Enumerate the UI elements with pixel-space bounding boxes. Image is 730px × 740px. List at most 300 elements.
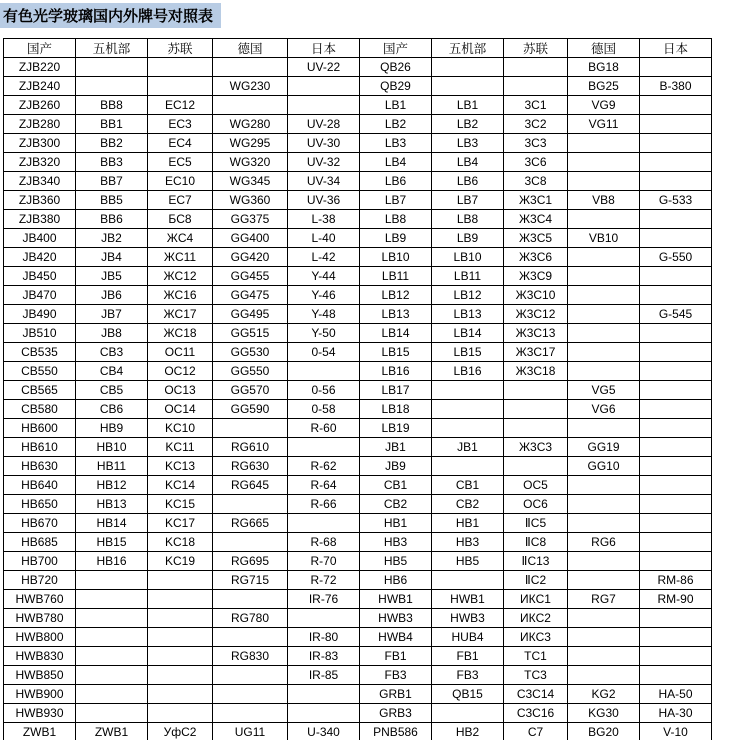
table-cell — [288, 514, 360, 533]
table-row — [4, 400, 712, 419]
table-cell: FB1 — [432, 647, 504, 666]
table-cell — [213, 58, 288, 77]
table-cell: БC8 — [148, 210, 213, 229]
table-cell: JB7 — [76, 305, 148, 324]
table-cell — [568, 552, 640, 571]
table-cell: QB26 — [360, 58, 432, 77]
table-cell — [568, 248, 640, 267]
table-cell — [288, 685, 360, 704]
table-cell: QB15 — [432, 685, 504, 704]
table-cell: KG30 — [568, 704, 640, 723]
table-cell: ZJB240 — [4, 77, 76, 96]
table-cell — [213, 533, 288, 552]
table-cell: LB7 — [432, 191, 504, 210]
table-cell: CB6 — [76, 400, 148, 419]
table-cell: OC11 — [148, 343, 213, 362]
table-cell: IR-83 — [288, 647, 360, 666]
table-cell: RG7 — [568, 590, 640, 609]
column-header: 五机部 — [432, 39, 504, 58]
table-cell: RG6 — [568, 533, 640, 552]
table-cell: Ж3C6 — [504, 248, 568, 267]
table-cell: RG695 — [213, 552, 288, 571]
table-cell: R-60 — [288, 419, 360, 438]
table-row — [4, 172, 712, 191]
table-cell — [568, 609, 640, 628]
table-cell: KC14 — [148, 476, 213, 495]
table-cell: LB9 — [432, 229, 504, 248]
table-cell: HA-30 — [640, 704, 712, 723]
table-cell: HWB3 — [432, 609, 504, 628]
table-cell: CB2 — [432, 495, 504, 514]
table-cell — [640, 229, 712, 248]
table-cell: LB14 — [360, 324, 432, 343]
table-cell — [288, 609, 360, 628]
table-cell — [640, 647, 712, 666]
table-cell: GG550 — [213, 362, 288, 381]
table-body — [4, 39, 712, 740]
table-cell — [432, 400, 504, 419]
table-cell: BG20 — [568, 723, 640, 740]
table-cell: LB4 — [360, 153, 432, 172]
table-cell: IR-76 — [288, 590, 360, 609]
table-cell: U-340 — [288, 723, 360, 740]
table-cell: OC14 — [148, 400, 213, 419]
table-cell: EC7 — [148, 191, 213, 210]
table-cell: EC10 — [148, 172, 213, 191]
table-cell: JB490 — [4, 305, 76, 324]
table-cell — [640, 267, 712, 286]
table-cell — [640, 476, 712, 495]
table-row — [4, 153, 712, 172]
table-cell — [213, 628, 288, 647]
table-cell: ⅡC2 — [504, 571, 568, 590]
table-cell — [213, 590, 288, 609]
table-cell — [148, 647, 213, 666]
table-cell: R-66 — [288, 495, 360, 514]
table-cell: Ж3C10 — [504, 286, 568, 305]
table-cell: IR-85 — [288, 666, 360, 685]
table-row — [4, 438, 712, 457]
table-cell: HWB900 — [4, 685, 76, 704]
table-cell: HB720 — [4, 571, 76, 590]
table-cell: LB1 — [432, 96, 504, 115]
table-cell: JB9 — [360, 457, 432, 476]
table-cell — [288, 704, 360, 723]
table-cell: WG280 — [213, 115, 288, 134]
table-cell: HB11 — [76, 457, 148, 476]
table-cell — [568, 476, 640, 495]
table-cell: 0-58 — [288, 400, 360, 419]
table-row — [4, 647, 712, 666]
table-row — [4, 704, 712, 723]
table-cell: HWB850 — [4, 666, 76, 685]
table-cell — [148, 609, 213, 628]
table-cell — [568, 343, 640, 362]
table-cell: Ж3C9 — [504, 267, 568, 286]
table-cell: HWB3 — [360, 609, 432, 628]
table-cell: GG515 — [213, 324, 288, 343]
table-cell: ЖC16 — [148, 286, 213, 305]
table-cell — [148, 58, 213, 77]
table-cell — [504, 419, 568, 438]
table-cell: LB4 — [432, 153, 504, 172]
table-cell: KG2 — [568, 685, 640, 704]
table-cell: R-64 — [288, 476, 360, 495]
table-cell — [568, 628, 640, 647]
table-cell: ⅡC5 — [504, 514, 568, 533]
table-cell: ⅡC8 — [504, 533, 568, 552]
table-cell: GG19 — [568, 438, 640, 457]
table-cell: Ж3C5 — [504, 229, 568, 248]
table-cell: ZJB360 — [4, 191, 76, 210]
table-cell — [568, 286, 640, 305]
table-row — [4, 362, 712, 381]
table-cell: C3C16 — [504, 704, 568, 723]
column-header: 五机部 — [76, 39, 148, 58]
table-cell: Y-46 — [288, 286, 360, 305]
table-cell: HB600 — [4, 419, 76, 438]
table-cell: HB10 — [76, 438, 148, 457]
table-cell — [640, 609, 712, 628]
table-cell: CB5 — [76, 381, 148, 400]
table-cell: BB2 — [76, 134, 148, 153]
table-cell: FB3 — [360, 666, 432, 685]
table-cell: LB8 — [432, 210, 504, 229]
table-cell: QB29 — [360, 77, 432, 96]
table-cell — [148, 590, 213, 609]
table-cell: LB12 — [432, 286, 504, 305]
table-cell: HB13 — [76, 495, 148, 514]
table-row — [4, 571, 712, 590]
table-cell — [568, 134, 640, 153]
table-cell: JB1 — [360, 438, 432, 457]
table-cell — [640, 210, 712, 229]
table-cell — [568, 267, 640, 286]
table-cell: C7 — [504, 723, 568, 740]
table-cell — [568, 647, 640, 666]
table-cell: HB700 — [4, 552, 76, 571]
table-cell: ZWB1 — [4, 723, 76, 740]
table-cell — [76, 571, 148, 590]
table-cell: GRB3 — [360, 704, 432, 723]
table-cell: LB15 — [432, 343, 504, 362]
table-cell — [213, 419, 288, 438]
table-cell: LB17 — [360, 381, 432, 400]
table-cell: PNB586 — [360, 723, 432, 740]
table-cell: BB5 — [76, 191, 148, 210]
column-header: 德国 — [568, 39, 640, 58]
column-header: 日本 — [288, 39, 360, 58]
table-cell — [148, 628, 213, 647]
table-row — [4, 77, 712, 96]
table-cell — [640, 552, 712, 571]
table-cell: HWB1 — [432, 590, 504, 609]
table-cell: Y-48 — [288, 305, 360, 324]
table-cell: ZJB260 — [4, 96, 76, 115]
table-cell: HB1 — [360, 514, 432, 533]
table-cell: VG9 — [568, 96, 640, 115]
table-cell: L-38 — [288, 210, 360, 229]
table-cell — [568, 495, 640, 514]
table-row — [4, 324, 712, 343]
table-cell: WG360 — [213, 191, 288, 210]
table-cell: ZJB340 — [4, 172, 76, 191]
table-cell: RG830 — [213, 647, 288, 666]
table-cell: CB535 — [4, 343, 76, 362]
table-cell: Y-50 — [288, 324, 360, 343]
table-cell: L-42 — [288, 248, 360, 267]
table-cell: ЖC12 — [148, 267, 213, 286]
table-cell: UV-34 — [288, 172, 360, 191]
table-cell — [76, 685, 148, 704]
table-cell: UV-28 — [288, 115, 360, 134]
table-cell: HB610 — [4, 438, 76, 457]
table-cell: BG18 — [568, 58, 640, 77]
table-row — [4, 343, 712, 362]
table-row — [4, 723, 712, 740]
table-cell: JB6 — [76, 286, 148, 305]
table-cell: RG630 — [213, 457, 288, 476]
table-cell — [640, 115, 712, 134]
table-row — [4, 267, 712, 286]
header-row — [4, 39, 712, 58]
table-cell: LB12 — [360, 286, 432, 305]
table-cell: WG295 — [213, 134, 288, 153]
table-cell — [432, 77, 504, 96]
table-cell: HB630 — [4, 457, 76, 476]
table-cell: HB6 — [360, 571, 432, 590]
table-cell — [640, 628, 712, 647]
table-cell — [288, 77, 360, 96]
table-cell: LB3 — [360, 134, 432, 153]
table-cell: R-62 — [288, 457, 360, 476]
table-cell: ZJB280 — [4, 115, 76, 134]
table-cell — [568, 153, 640, 172]
table-row — [4, 115, 712, 134]
table-row — [4, 533, 712, 552]
table-cell: ИКC2 — [504, 609, 568, 628]
table-cell: GG420 — [213, 248, 288, 267]
table-cell — [504, 77, 568, 96]
table-cell — [640, 58, 712, 77]
table-cell — [640, 495, 712, 514]
table-cell: HB16 — [76, 552, 148, 571]
table-cell: ЖC17 — [148, 305, 213, 324]
column-header: 国产 — [360, 39, 432, 58]
table-cell: HB685 — [4, 533, 76, 552]
table-cell: CB1 — [360, 476, 432, 495]
table-cell: LB13 — [360, 305, 432, 324]
table-cell: FB3 — [432, 666, 504, 685]
table-cell — [213, 685, 288, 704]
table-cell: LB1 — [360, 96, 432, 115]
table-cell — [640, 381, 712, 400]
table-cell: R-70 — [288, 552, 360, 571]
table-cell: OC13 — [148, 381, 213, 400]
table-cell: UV-32 — [288, 153, 360, 172]
table-cell — [568, 666, 640, 685]
table-cell: LB16 — [360, 362, 432, 381]
table-cell: VB10 — [568, 229, 640, 248]
table-cell — [432, 457, 504, 476]
table-row — [4, 552, 712, 571]
table-cell — [213, 666, 288, 685]
column-header: 苏联 — [148, 39, 213, 58]
table-cell — [432, 419, 504, 438]
table-cell — [568, 419, 640, 438]
table-cell: HB14 — [76, 514, 148, 533]
table-cell: ZWB1 — [76, 723, 148, 740]
table-row — [4, 476, 712, 495]
table-cell: VB8 — [568, 191, 640, 210]
table-cell: LB3 — [432, 134, 504, 153]
table-cell: LB18 — [360, 400, 432, 419]
table-cell — [76, 666, 148, 685]
table-cell — [640, 533, 712, 552]
table-cell: HWB760 — [4, 590, 76, 609]
table-cell: VG11 — [568, 115, 640, 134]
table-cell: 3C1 — [504, 96, 568, 115]
table-row — [4, 191, 712, 210]
table-cell: WG345 — [213, 172, 288, 191]
table-cell: LB8 — [360, 210, 432, 229]
table-cell: EC3 — [148, 115, 213, 134]
table-cell: HB3 — [432, 533, 504, 552]
table-cell: GG495 — [213, 305, 288, 324]
table-cell — [504, 58, 568, 77]
table-row — [4, 590, 712, 609]
table-cell: TC3 — [504, 666, 568, 685]
table-cell: HB3 — [360, 533, 432, 552]
table-cell: WG230 — [213, 77, 288, 96]
table-cell: LB14 — [432, 324, 504, 343]
table-cell: ZJB300 — [4, 134, 76, 153]
table-cell — [76, 590, 148, 609]
table-cell: B-380 — [640, 77, 712, 96]
table-cell: ЖC18 — [148, 324, 213, 343]
table-cell — [640, 419, 712, 438]
table-cell — [213, 96, 288, 115]
table-cell — [76, 609, 148, 628]
table-cell — [76, 77, 148, 96]
table-cell: RM-90 — [640, 590, 712, 609]
table-cell: KC10 — [148, 419, 213, 438]
table-cell: LB11 — [432, 267, 504, 286]
table-cell: 3C2 — [504, 115, 568, 134]
table-cell: UV-22 — [288, 58, 360, 77]
table-cell: KC17 — [148, 514, 213, 533]
table-cell: KC18 — [148, 533, 213, 552]
table-cell: GRB1 — [360, 685, 432, 704]
table-cell — [568, 305, 640, 324]
column-header: 苏联 — [504, 39, 568, 58]
table-cell: BB8 — [76, 96, 148, 115]
table-cell: JB4 — [76, 248, 148, 267]
table-cell: Y-44 — [288, 267, 360, 286]
table-cell: GG590 — [213, 400, 288, 419]
table-cell: HB670 — [4, 514, 76, 533]
table-cell: R-72 — [288, 571, 360, 590]
comparison-table — [3, 38, 712, 740]
table-cell: R-68 — [288, 533, 360, 552]
column-header: 德国 — [213, 39, 288, 58]
table-cell: GG375 — [213, 210, 288, 229]
table-cell — [640, 438, 712, 457]
table-cell: LB7 — [360, 191, 432, 210]
table-row — [4, 58, 712, 77]
table-cell: VG6 — [568, 400, 640, 419]
table-cell: LB2 — [360, 115, 432, 134]
table-cell: RG780 — [213, 609, 288, 628]
table-cell: BB6 — [76, 210, 148, 229]
table-cell — [148, 666, 213, 685]
table-cell: HWB1 — [360, 590, 432, 609]
table-cell — [640, 514, 712, 533]
table-cell — [432, 58, 504, 77]
column-header: 国产 — [4, 39, 76, 58]
table-cell: C3C14 — [504, 685, 568, 704]
table-cell — [568, 324, 640, 343]
table-row — [4, 248, 712, 267]
table-cell: ⅡC13 — [504, 552, 568, 571]
table-cell: V-10 — [640, 723, 712, 740]
table-cell — [640, 134, 712, 153]
table-cell: JB5 — [76, 267, 148, 286]
table-cell — [640, 457, 712, 476]
table-cell: LB15 — [360, 343, 432, 362]
table-cell: CB1 — [432, 476, 504, 495]
table-cell: JB470 — [4, 286, 76, 305]
table-cell: JB2 — [76, 229, 148, 248]
table-cell: GG570 — [213, 381, 288, 400]
table-cell — [504, 400, 568, 419]
table-cell: L-40 — [288, 229, 360, 248]
table-cell: BB1 — [76, 115, 148, 134]
table-cell: HB2 — [432, 723, 504, 740]
table-cell: HWB780 — [4, 609, 76, 628]
table-cell: BB7 — [76, 172, 148, 191]
table-cell — [288, 96, 360, 115]
table-cell: JB400 — [4, 229, 76, 248]
table-row — [4, 419, 712, 438]
table-cell: GG530 — [213, 343, 288, 362]
table-cell — [288, 438, 360, 457]
table-cell: EC4 — [148, 134, 213, 153]
table-cell: KC15 — [148, 495, 213, 514]
table-cell: TC1 — [504, 647, 568, 666]
table-cell — [76, 58, 148, 77]
table-cell — [76, 628, 148, 647]
table-cell: HUB4 — [432, 628, 504, 647]
table-cell — [640, 96, 712, 115]
table-cell — [568, 362, 640, 381]
table-cell: RG665 — [213, 514, 288, 533]
table-cell: HB12 — [76, 476, 148, 495]
table-cell: Ж3C1 — [504, 191, 568, 210]
table-cell: VG5 — [568, 381, 640, 400]
table-cell: HWB830 — [4, 647, 76, 666]
table-row — [4, 628, 712, 647]
table-cell — [568, 571, 640, 590]
table-cell: ZJB380 — [4, 210, 76, 229]
table-cell: LB9 — [360, 229, 432, 248]
table-cell: HWB4 — [360, 628, 432, 647]
table-cell — [432, 381, 504, 400]
table-cell — [640, 343, 712, 362]
table-cell: G-533 — [640, 191, 712, 210]
table-cell: RG610 — [213, 438, 288, 457]
table-cell: 0-56 — [288, 381, 360, 400]
